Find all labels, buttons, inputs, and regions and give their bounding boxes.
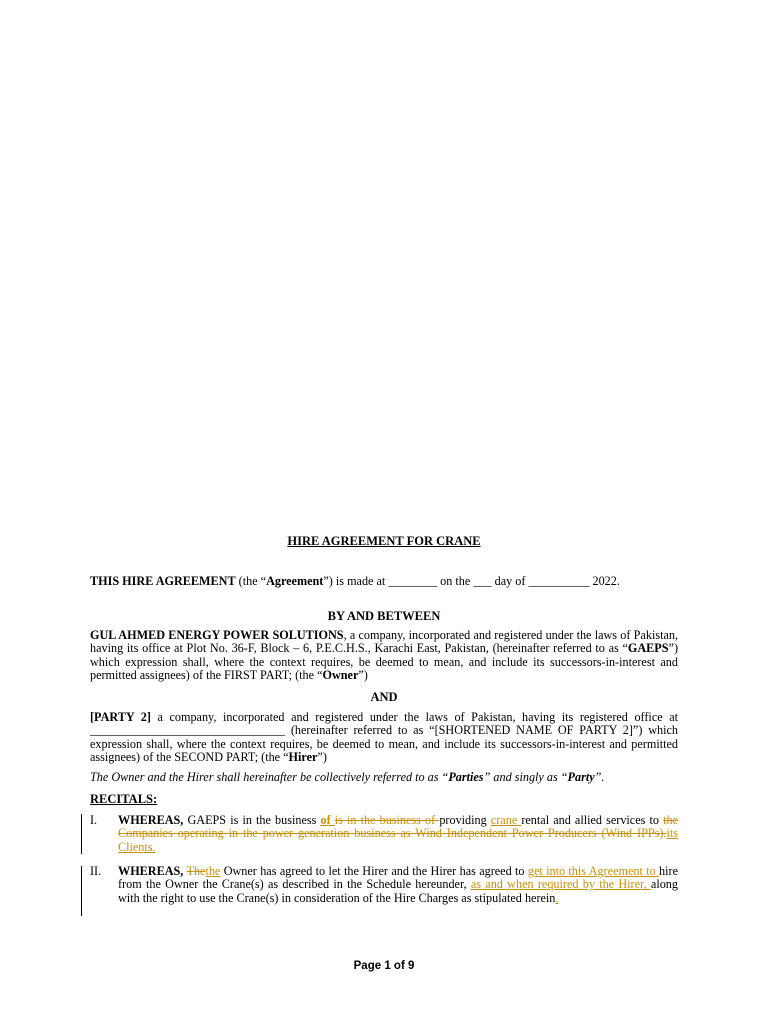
party2-name: [PARTY 2] (90, 710, 151, 724)
recital-2-insertion-2: get into this Agreement to (527, 864, 660, 878)
party1-name: GUL AHMED ENERGY POWER SOLUTIONS (90, 628, 344, 642)
recital-1-text (118, 814, 678, 854)
recital-1-whereas: WHEREAS, (118, 813, 184, 827)
by-and-between-heading: BY AND BETWEEN (327, 609, 441, 623)
recitals-heading: RECITALS: (90, 792, 158, 806)
collective-definition (90, 771, 678, 784)
recital-1-insertion-2: crane (490, 813, 522, 827)
party1-text-2: ”) which expression shall, where the context requires, be deemed to mean, and include its successors-in-interest and permitted assignees) of the FIRST PART; (the “ (90, 641, 678, 683)
recital-2-text-1: Owner has agreed to let the Hirer and the Hirer has agreed to (220, 864, 528, 878)
recital-1-deletion-1: is in the business of (334, 813, 440, 827)
party2-text-1: a company, incorporated and registered under the laws of Pakistan, having its registered office at ________________________________ (hereinafter referred to as “[SHORTENED NAME OF PARTY 2]”) which expression shall, where the context requires, be deemed to mean, and include its successors-in-interest and permitted assignees) of the SECOND PART; (the “ (90, 710, 678, 765)
intro-text-2: ”) is made at ________ on the ___ day of __________ 2022. (323, 574, 620, 588)
recital-1-insertion-3: its Clients. (118, 826, 678, 854)
recital-1-number: I. (90, 813, 98, 827)
recital-2-number: II. (90, 864, 102, 878)
collective-party-term: Party (567, 770, 595, 784)
intro-text-1: (the “ (235, 574, 267, 588)
collective-text-3: ”. (594, 770, 605, 784)
recital-2-insertion-4: . (555, 890, 559, 905)
recital-2-insertion-1: the (205, 864, 221, 878)
page-number-footer: Page 1 of 9 (353, 960, 415, 972)
recital-1-text-2: providing (439, 813, 491, 827)
recital-1-insertion-1: of (320, 813, 335, 827)
party1-paragraph (90, 629, 678, 683)
collective-text-1: The Owner and the Hirer shall hereinafter be collectively referred to as “ (90, 770, 449, 784)
party2-text-2: ”) (317, 750, 327, 765)
party2-role: Hirer (288, 750, 318, 765)
party1-text-1: , a company, incorporated and registered under the laws of Pakistan, having its office at Plot No. 36-F, Block – 6, P.E.C.H.S., Karachi East, Pakistan, (hereinafter referred to as “ (90, 628, 679, 656)
intro-paragraph (90, 575, 678, 588)
recital-1-text-3: rental and allied services to (521, 813, 664, 827)
party1-short-name: GAEPS (627, 641, 669, 656)
document-title: HIRE AGREEMENT FOR CRANE (287, 534, 481, 548)
recital-2-deletion-1: The (186, 864, 206, 878)
change-bar-recital-1 (81, 814, 82, 854)
change-bar-recital-2 (81, 866, 82, 916)
recital-2-insertion-3: as and when required by the Hirer, (470, 877, 651, 892)
recital-2-text (118, 865, 678, 905)
recital-1-text-1: GAEPS is in the business (183, 813, 321, 827)
collective-text-2: ” and singly as “ (483, 770, 568, 784)
party2-paragraph (90, 711, 678, 765)
recital-1-deletion-2: the Companies operating in the power generation business as Wind Independent Power Producers (Wind IPPs). (118, 813, 678, 841)
and-heading: AND (370, 690, 398, 704)
party1-text-3: ”) (358, 668, 368, 683)
collective-parties-term: Parties (448, 770, 484, 784)
party1-role: Owner (322, 668, 359, 683)
recital-2-whereas: WHEREAS, (118, 864, 184, 878)
recital-2-text-2: hire from the Owner the Crane(s) as described in the Schedule hereunder, (118, 864, 678, 892)
intro-agreement-term: Agreement (266, 574, 324, 588)
intro-lead: THIS HIRE AGREEMENT (90, 574, 236, 588)
recital-2-text-3: along with the right to use the Crane(s) in consideration of the Hire Charges as stipulated herein (118, 877, 678, 905)
